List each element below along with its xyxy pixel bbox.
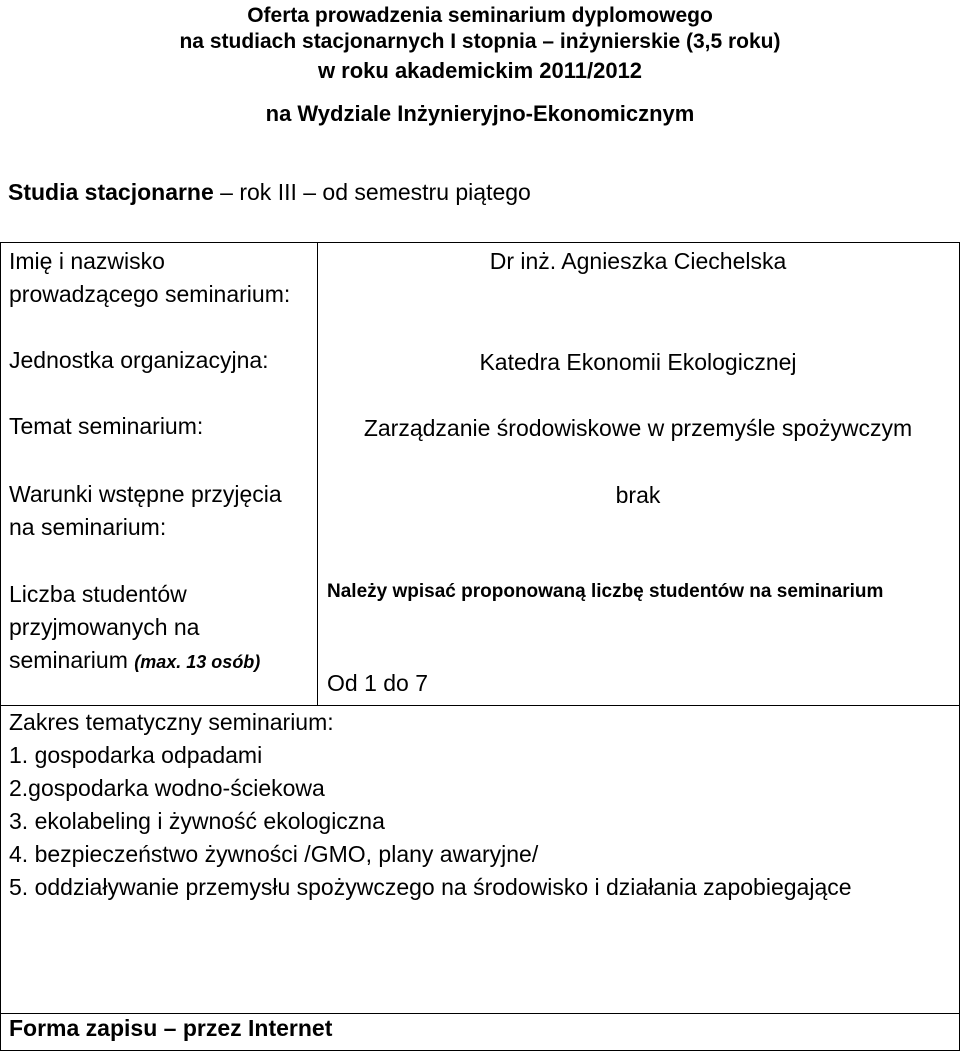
- header-title-line-1: Oferta prowadzenia seminarium dyplomowego: [247, 4, 713, 27]
- scope-item: 1. gospodarka odpadami: [9, 742, 263, 768]
- study-mode-line: [8, 177, 531, 207]
- students-max: (max. 13 osób): [134, 652, 261, 672]
- unit-label: Jednostka organizacyjna:: [9, 347, 269, 373]
- topic-value: Zarządzanie środowiskowe w przemyśle spożywczym: [363, 415, 913, 441]
- scope-item: 4. bezpieczeństwo żywności /GMO, plany awaryjne/: [9, 841, 539, 867]
- header-title-line-3: w roku akademickim 2011/2012: [317, 58, 643, 83]
- conditions-value: brak: [615, 482, 661, 508]
- seminar-offer-table: [0, 242, 960, 1051]
- students-value: Od 1 do 7: [327, 670, 429, 696]
- conditions-label: Warunki wstępne przyjęcia na seminarium:: [9, 481, 282, 540]
- header-title-line-4: na Wydziale Inżynieryjno-Ekonomicznym: [265, 101, 695, 126]
- lecturer-label: Imię i nazwisko prowadzącego seminarium:: [9, 248, 291, 307]
- study-mode-bold: Studia stacjonarne: [8, 179, 214, 205]
- header-title-line-2: na studiach stacjonarnych I stopnia – inżynierskie (3,5 roku): [179, 30, 781, 53]
- lecturer-value: Dr inż. Agnieszka Ciechelska: [489, 248, 787, 274]
- scope-section: [9, 706, 949, 904]
- column-divider: [317, 243, 318, 705]
- scope-item: 2.gospodarka wodno-ściekowa: [9, 775, 325, 801]
- scope-title: Zakres tematyczny seminarium:: [9, 709, 334, 735]
- enrollment-method: Forma zapisu – przez Internet: [9, 1015, 333, 1041]
- scope-item: 3. ekolabeling i żywność ekologiczna: [9, 808, 385, 834]
- students-label-text: Liczba studentów przyjmowanych na seminarium: [9, 581, 200, 673]
- students-label: [9, 578, 309, 679]
- study-mode-rest: – rok III – od semestru piątego: [213, 179, 531, 205]
- topic-label: Temat seminarium:: [9, 413, 204, 439]
- unit-value: Katedra Ekonomii Ekologicznej: [479, 349, 797, 375]
- students-note: Należy wpisać proponowaną liczbę studentów na seminarium: [327, 581, 884, 602]
- scope-item: 5. oddziaływanie przemysłu spożywczego na środowisko i działania zapobiegające: [9, 874, 852, 900]
